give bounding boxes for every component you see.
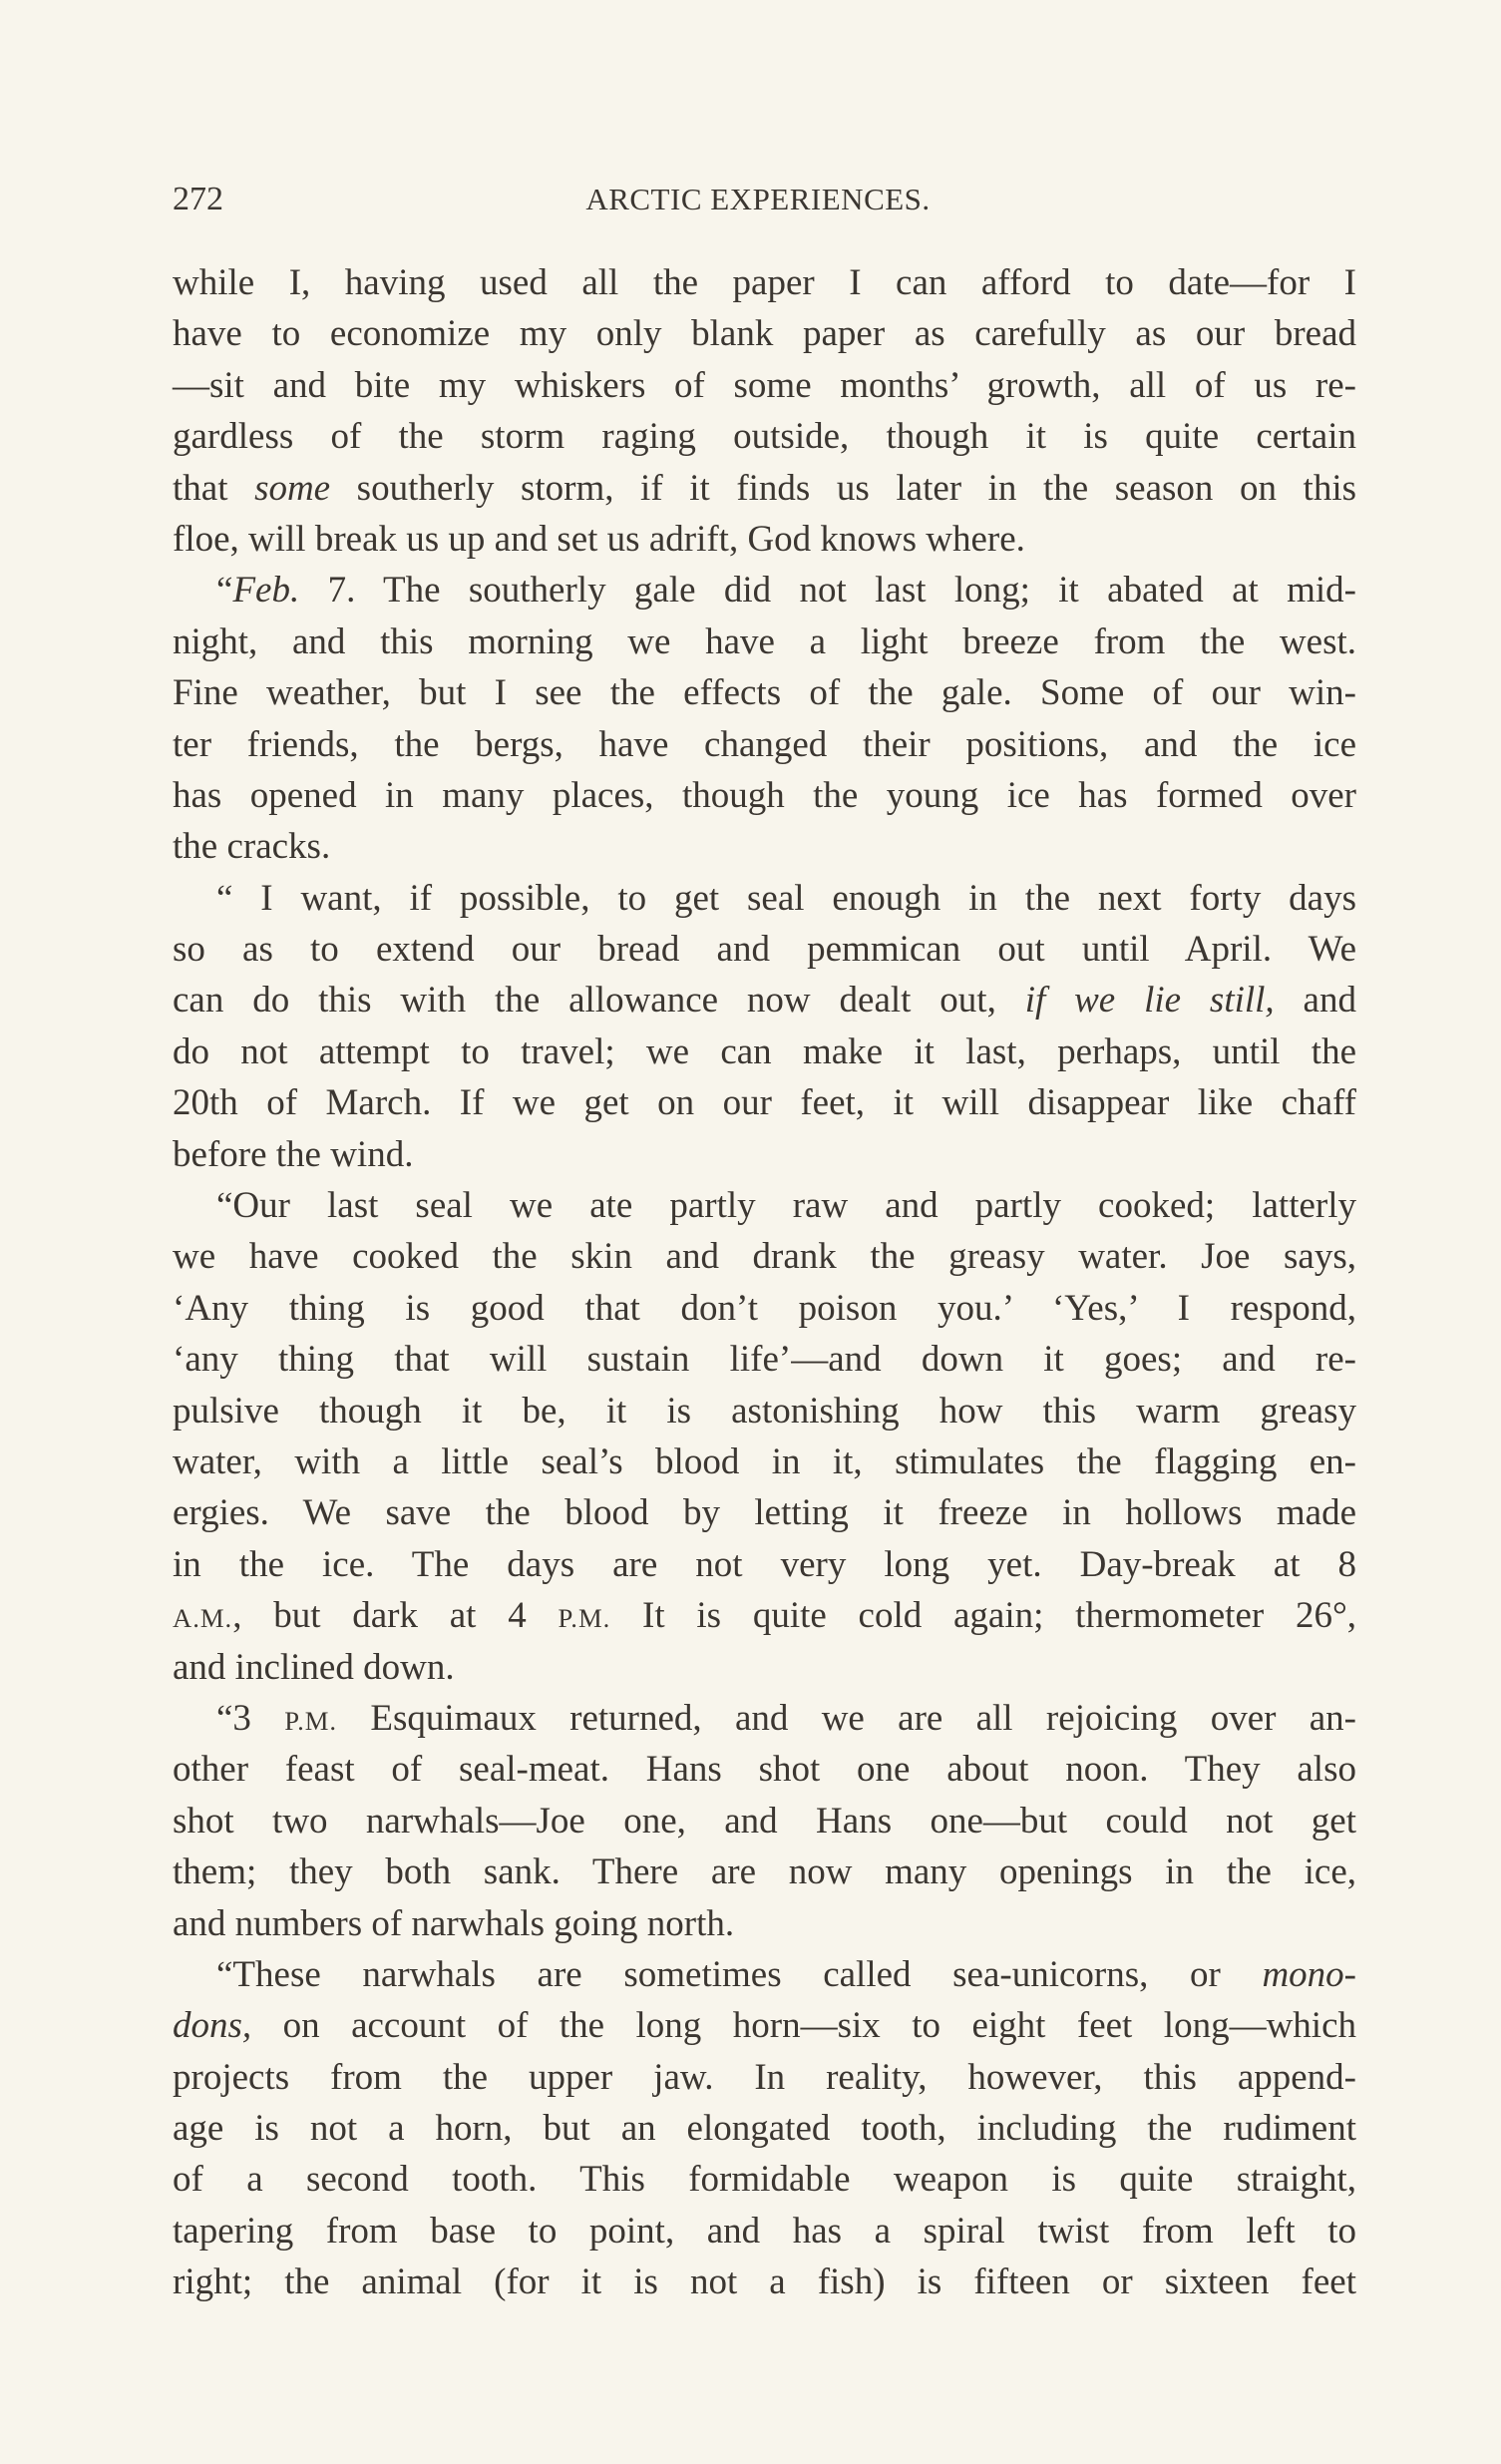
text-line [173,463,1356,514]
text-line [173,1693,1356,1744]
text-segment: and inclined down. [173,1646,455,1688]
small-caps-text: P.M. [284,1705,338,1736]
text-segment: ter friends, the bergs, have changed their positions, and the ice [173,723,1356,765]
text-line [173,616,1356,667]
text-line [173,1847,1356,1897]
text-segment: 7. The southerly gale did not last long; it abated at mid- [299,570,1356,612]
text-line [173,1077,1356,1128]
text-segment: floe, will break us up and set us adrift, God knows where. [173,518,1025,560]
text-line [173,1283,1356,1334]
text-line [173,770,1356,821]
text-segment: “ I want, if possible, to get seal enough in the next forty days [216,877,1356,919]
text-segment: age is not a horn, but an elongated tooth, including the rudiment [173,2108,1356,2150]
text-line [173,873,1356,924]
text-segment: “3 [216,1697,285,1739]
text-line [173,1027,1356,1077]
text-segment: “ [216,570,233,612]
small-caps-text: P.M. [558,1603,611,1634]
text-line [173,2154,1356,2205]
text-line [173,565,1356,616]
text-line [173,924,1356,975]
text-segment: ‘any thing that will sustain life’—and down it goes; and re- [173,1339,1356,1381]
text-line [173,1744,1356,1795]
text-segment: “Our last seal we ate partly raw and partly cooked; latterly [216,1185,1356,1227]
text-line [173,2206,1356,2257]
text-line [173,514,1356,565]
text-segment: right; the animal (for it is not a fish) is fifteen or sixteen feet [173,2261,1356,2303]
text-segment: “These narwhals are sometimes called sea-unicorns, or [216,1953,1263,1995]
text-segment: water, with a little seal’s blood in it, stimulates the flagging en- [173,1440,1356,1482]
text-segment: gardless of the storm raging outside, though it is quite certain [173,416,1356,458]
text-segment: that [173,467,255,509]
italic-text: mono- [1262,1953,1356,1995]
text-line [173,1539,1356,1590]
text-segment: other feast of seal-meat. Hans shot one about noon. They also [173,1749,1356,1791]
text-line [173,1898,1356,1949]
text-segment: 20th of March. If we get on our feet, it will disappear like chaff [173,1082,1356,1124]
italic-text: some [254,467,331,509]
text-line [173,360,1356,411]
text-segment: —sit and bite my whiskers of some months’ growth, all of us re- [173,364,1356,406]
text-segment: so as to extend our bread and pemmican out until April. We [173,929,1356,971]
text-segment: ergies. We save the blood by letting it freeze in hollows made [173,1492,1356,1534]
text-segment: ‘Any thing is good that don’t poison you.’ ‘Yes,’ I respond, [173,1287,1356,1329]
text-line [173,1487,1356,1538]
italic-text: Feb. [232,570,300,612]
text-line [173,2000,1356,2051]
text-line [173,1642,1356,1693]
text-line [173,2052,1356,2103]
text-segment: can do this with the allowance now dealt out, [173,980,1025,1022]
text-segment: and [1274,980,1356,1022]
text-line [173,719,1356,770]
text-line [173,257,1356,308]
page-number: 272 [173,181,223,217]
italic-text: if we lie still, [1024,980,1275,1022]
text-segment: southerly storm, if it finds us later in the season on this [330,467,1357,509]
text-segment: the cracks. [173,826,331,868]
text-line [173,821,1356,872]
text-segment: has opened in many places, though the young ice has formed over [173,774,1356,816]
italic-text: dons, [173,2005,252,2047]
text-segment: It is quite cold again; thermometer 26°, [610,1595,1356,1637]
text-line [173,975,1356,1026]
text-segment: Fine weather, but I see the effects of the gale. Some of our win- [173,672,1356,714]
running-head: ARCTIC EXPERIENCES. [585,182,931,216]
text-segment: Esquimaux returned, and we are all rejoicing over an- [337,1697,1356,1739]
text-segment: do not attempt to travel; we can make it last, perhaps, until the [173,1030,1356,1072]
text-segment: pulsive though it be, it is astonishing how this warm greasy [173,1390,1356,1432]
text-line [173,1796,1356,1847]
text-segment: on account of the long horn—six to eight feet long—which [251,2005,1356,2047]
text-segment: night, and this morning we have a light breeze from the west. [173,620,1356,662]
text-segment: them; they both sank. There are now many openings in the ice, [173,1851,1356,1893]
text-line [173,1949,1356,2000]
text-segment: of a second tooth. This formidable weapon is quite straight, [173,2159,1356,2201]
small-caps-text: A.M. [173,1603,233,1634]
text-line [173,1129,1356,1180]
text-segment: before the wind. [173,1133,414,1175]
text-line [173,1334,1356,1385]
text-segment: , but dark at 4 [232,1595,559,1637]
text-line [173,1231,1356,1282]
text-line [173,308,1356,359]
text-line [173,1437,1356,1487]
text-line [173,411,1356,462]
text-segment: shot two narwhals—Joe one, and Hans one—but could not get [173,1800,1356,1842]
text-segment: in the ice. The days are not very long yet. Day-break at 8 [173,1543,1356,1585]
text-line [173,1386,1356,1437]
body-text [173,257,1356,2308]
text-line [173,2103,1356,2154]
text-line [173,1180,1356,1231]
text-segment: and numbers of narwhals going north. [173,1902,735,1944]
text-line [173,1590,1356,1641]
text-segment: we have cooked the skin and drank the greasy water. Joe says, [173,1236,1356,1278]
text-segment: have to economize my only blank paper as carefully as our bread [173,313,1356,355]
text-line [173,667,1356,718]
text-line [173,2257,1356,2307]
text-segment: while I, having used all the paper I can afford to date—for I [173,262,1356,303]
text-segment: tapering from base to point, and has a spiral twist from left to [173,2210,1356,2252]
text-segment: projects from the upper jaw. In reality, however, this append- [173,2056,1356,2098]
